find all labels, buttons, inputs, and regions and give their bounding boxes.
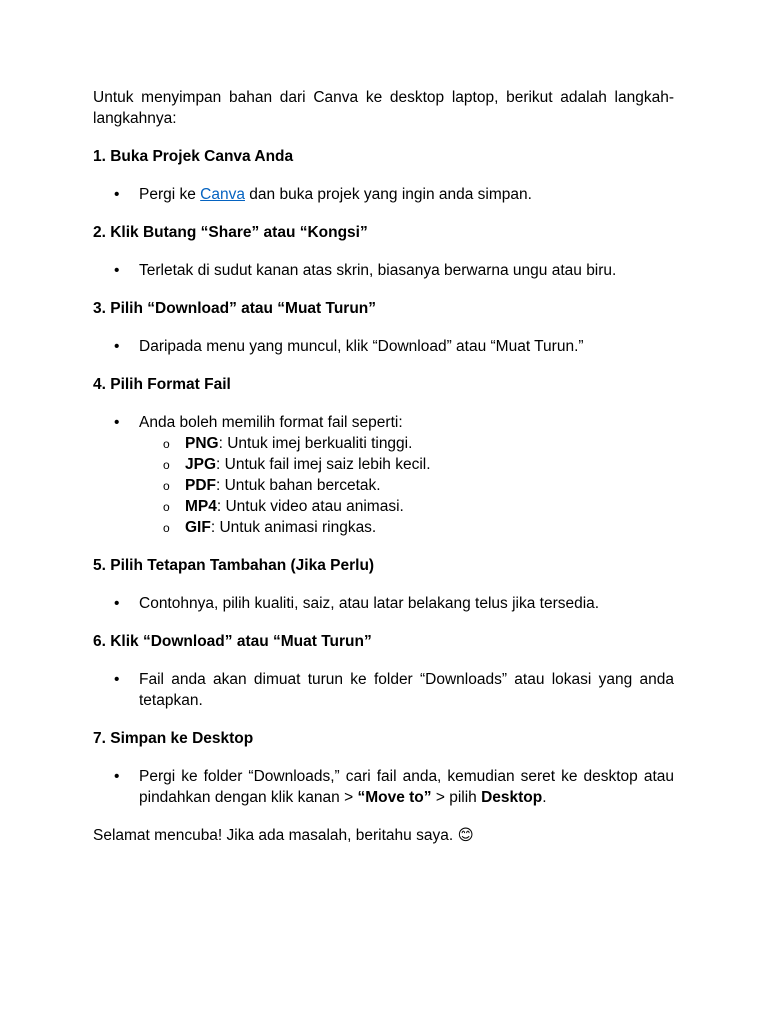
document-body [93,87,674,846]
sub-bullet-icon: o [163,458,170,472]
list-item [93,766,674,808]
bullet-icon: • [114,595,120,612]
step-1-text-prefix: Pergi ke [139,186,201,203]
step-7-heading: 7. Simpan ke Desktop [93,730,254,747]
sub-bullet-icon: o [163,479,170,493]
format-name: JPG [185,456,217,473]
format-name: PDF [185,477,216,494]
sub-bullet-icon: o [163,437,170,451]
bullet-icon: • [114,414,120,431]
desktop-label: Desktop [481,789,543,806]
step-2-list [93,260,674,281]
bullet-icon: • [114,768,120,785]
format-item-png [139,433,674,454]
format-desc: : Untuk bahan bercetak. [216,477,381,494]
bullet-icon: • [114,338,120,355]
format-desc: : Untuk video atau animasi. [216,498,404,515]
step-1-list [93,184,674,205]
step-4-heading: 4. Pilih Format Fail [93,376,231,393]
step-1-heading: 1. Buka Projek Canva Anda [93,148,294,165]
format-list [139,433,674,538]
format-desc: : Untuk animasi ringkas. [210,519,377,536]
step-6-text: Fail anda akan dimuat turun ke folder “Downloads” atau lokasi yang anda tetapkan. [139,671,674,709]
step-5-list [93,593,674,614]
sub-bullet-icon: o [163,500,170,514]
format-item-jpg [139,454,674,475]
step-4-text: Anda boleh memilih format fail seperti: [139,414,403,431]
step-3-text: Daripada menu yang muncul, klik “Download” atau “Muat Turun.” [139,338,584,355]
canva-link[interactable]: Canva [200,186,245,203]
step-1-text-suffix: dan buka projek yang ingin anda simpan. [244,186,532,203]
step-6-list [93,669,674,711]
format-desc: : Untuk fail imej saiz lebih kecil. [216,456,431,473]
step-7-text-part1: Pergi ke folder “Downloads,” cari fail anda, kemudian seret ke desktop atau pindahkan dengan klik kanan > [139,768,674,806]
step-2-heading: 2. Klik Butang “Share” atau “Kongsi” [93,224,368,241]
move-to-label: “Move to” [357,789,432,806]
list-item [93,593,674,614]
format-name: PNG [185,435,219,452]
step-6-heading: 6. Klik “Download” atau “Muat Turun” [93,633,372,650]
format-name: GIF [185,519,211,536]
list-item [93,669,674,711]
step-5-text: Contohnya, pilih kualiti, saiz, atau latar belakang telus jika tersedia. [139,595,600,612]
step-7-text-part2: > pilih [431,789,482,806]
list-item [93,336,674,357]
list-item [93,184,674,205]
bullet-icon: • [114,186,120,203]
step-2-text: Terletak di sudut kanan atas skrin, biasanya berwarna ungu atau biru. [139,262,617,279]
step-3-list [93,336,674,357]
list-item [93,412,674,538]
format-item-pdf [139,475,674,496]
step-4-list [93,412,674,538]
step-7-text-part3: . [542,789,547,806]
bullet-icon: • [114,671,120,688]
list-item [93,260,674,281]
format-item-mp4 [139,496,674,517]
closing-paragraph: Selamat mencuba! Jika ada masalah, beritahu saya. 😊 [93,827,474,844]
format-name: MP4 [185,498,217,515]
step-5-heading: 5. Pilih Tetapan Tambahan (Jika Perlu) [93,557,375,574]
intro-paragraph: Untuk menyimpan bahan dari Canva ke desktop laptop, berikut adalah langkah-langkahnya: [93,89,674,127]
format-desc: : Untuk imej berkualiti tinggi. [218,435,413,452]
step-3-heading: 3. Pilih “Download” atau “Muat Turun” [93,300,377,317]
step-7-list [93,766,674,808]
bullet-icon: • [114,262,120,279]
format-item-gif [139,517,674,538]
sub-bullet-icon: o [163,521,170,535]
